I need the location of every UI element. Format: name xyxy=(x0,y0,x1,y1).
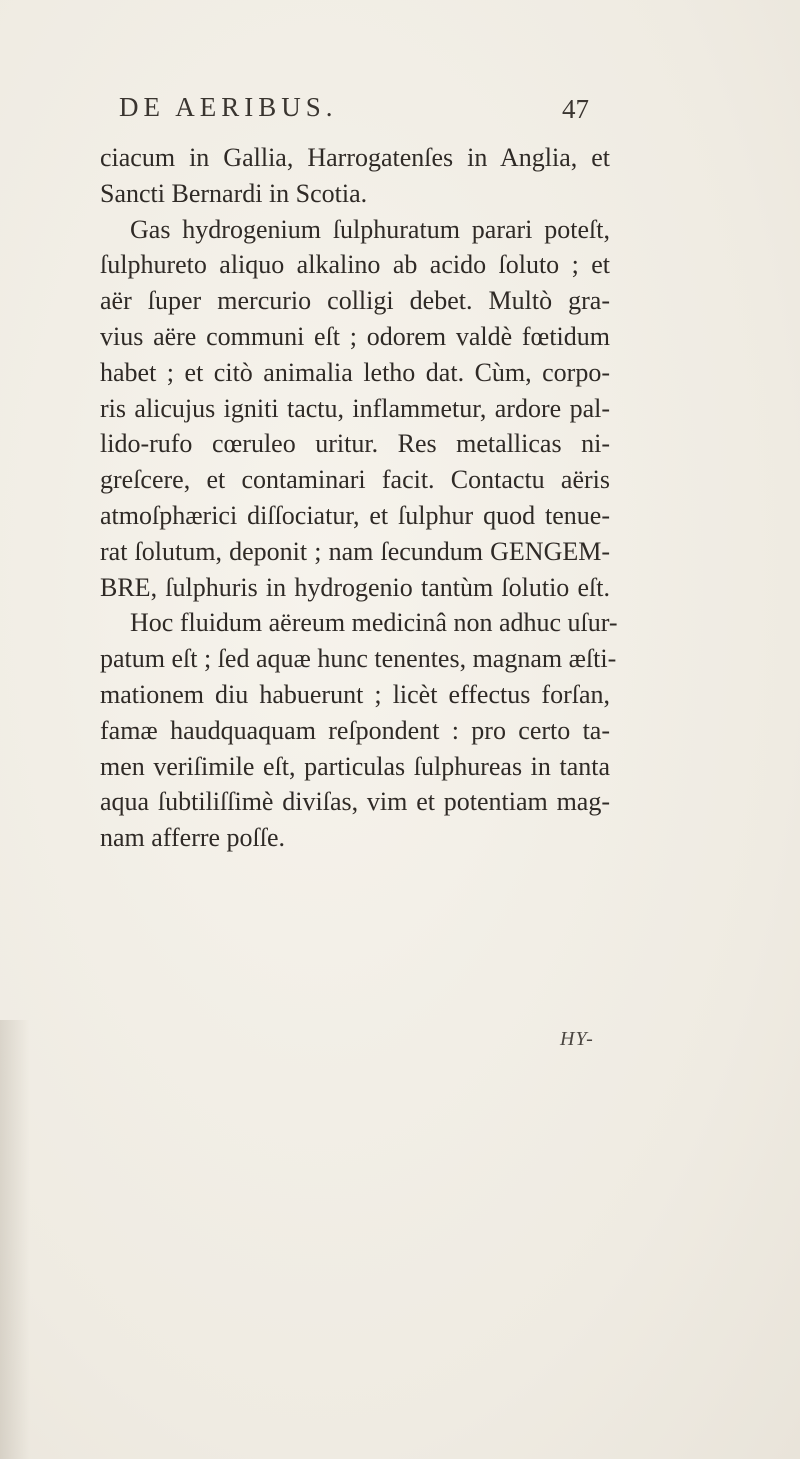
catchword: HY- xyxy=(560,1028,594,1050)
text-line: Sancti Bernardi in Scotia. xyxy=(100,178,368,208)
text-line: ſulphureto aliquo alkalino ab acido ſoluto ; et xyxy=(100,250,610,280)
page-edge-shadow xyxy=(0,1020,30,1459)
text-line: rat ſolutum, deponit ; nam ſecundum GENGEM- xyxy=(100,536,610,566)
text-line: patum eſt ; ſed aquæ hunc tenentes, magnam æſti- xyxy=(100,644,617,674)
text-line: aër ſuper mercurio colligi debet. Multò gra- xyxy=(100,286,610,316)
running-head: DE AERIBUS. xyxy=(119,92,338,122)
text-line: aqua ſubtiliſſimè diviſas, vim et potentiam mag- xyxy=(100,787,610,817)
page-header xyxy=(119,92,599,128)
text-line: vius aëre communi eſt ; odorem valdè fœtidum xyxy=(100,321,610,351)
text-line: lido-rufo cœruleo uritur. Res metallicas ni- xyxy=(100,429,610,459)
text-line: ciacum in Gallia, Harrogatenſes in Anglia, et xyxy=(100,143,610,172)
text-line: atmoſphærici diſſociatur, et ſulphur quod tenue- xyxy=(100,500,610,530)
text-line: mationem diu habuerunt ; licèt effectus forſan, xyxy=(100,679,610,709)
text-line: Hoc fluidum aëreum medicinâ non adhuc uſur- xyxy=(130,608,618,638)
text-line: BRE, ſulphuris in hydrogenio tantùm ſolutio eſt. xyxy=(100,572,610,602)
text-line: ris alicujus igniti tactu, inflammetur, ardore pal- xyxy=(100,393,610,423)
page-number: 47 xyxy=(562,94,589,124)
text-line: greſcere, et contaminari facit. Contactu aëris xyxy=(100,465,610,495)
text-line: famæ haudquaquam reſpondent : pro certo ta- xyxy=(100,715,610,745)
text-line: habet ; et citò animalia letho dat. Cùm, corpo- xyxy=(100,357,610,387)
text-line: nam afferre poſſe. xyxy=(100,823,286,853)
body-text xyxy=(100,140,618,856)
text-line: Gas hydrogenium ſulphuratum parari poteſt, xyxy=(130,214,610,244)
text-line: men veriſimile eſt, particulas ſulphureas in tanta xyxy=(100,751,610,781)
